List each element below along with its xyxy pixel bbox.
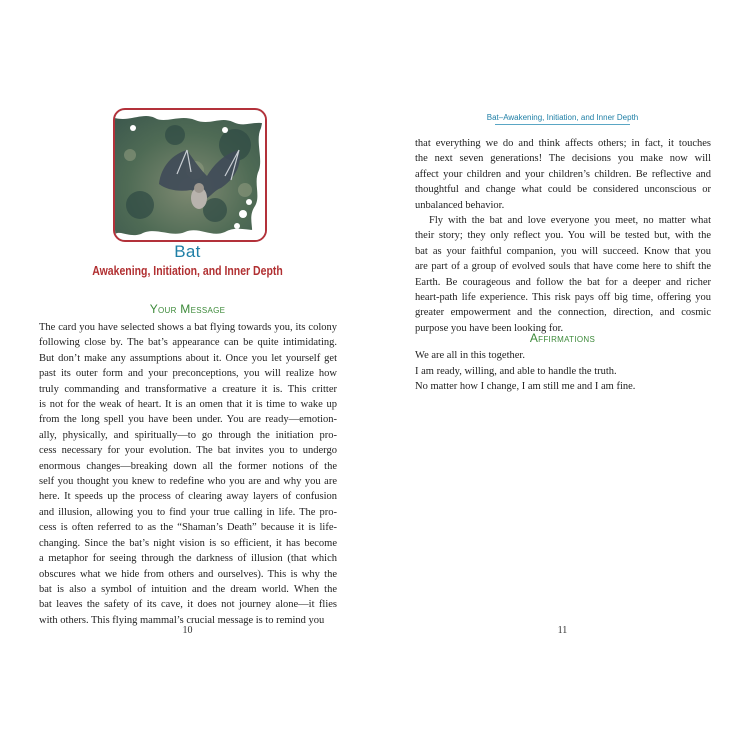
your-message-body	[39, 320, 337, 628]
paragraph	[415, 136, 711, 213]
text-line: are part of a group of evolved souls that have come here to shift the	[415, 261, 711, 273]
text-line: Fly with the bat and love everyone you meet, no matter what	[429, 215, 711, 227]
text-line: cess necessary for your evolution. The bat invites you to undergo	[39, 445, 337, 457]
running-head: Bat–Awakening, Initiation, and Inner Depth	[486, 113, 639, 122]
text-line: and illusion, allowing you to find your true calling in life. The pro-	[39, 506, 337, 518]
text-line: obscures what we hide from others and ourselves). This is why the	[39, 568, 337, 580]
text-line: purpose you have been looking for.	[415, 322, 564, 334]
bat-card-image	[113, 108, 267, 242]
right-page	[375, 0, 750, 750]
text-line: is not for the weak of heart. It is an omen that it is time to wake up	[39, 399, 337, 411]
text-line: bat leaves the safety of its cave, it does not journey alone—it flies	[39, 599, 337, 611]
text-line: past its outer form and your preconceptions, you will realize how	[39, 368, 337, 380]
text-line: from the long spell you have been under. You are ready—emotion-	[39, 414, 337, 426]
affirmation-item: We are all in this together.	[415, 350, 525, 361]
text-line: changing. Since the bat’s night vision is so efficient, it has become	[39, 537, 337, 549]
paragraph	[415, 213, 711, 336]
text-line: following close by. The bat’s appearance can be quite intimidating.	[39, 337, 337, 349]
text-line: cess is often referred to as the “Shaman’s Death” because it is life-	[39, 522, 337, 534]
text-line: heart-path life experience. This risk pays off big time, offering you	[415, 292, 711, 304]
affirmations-heading: Affirmations	[529, 331, 596, 345]
text-line: unbalanced behavior.	[415, 199, 505, 211]
affirmations-list	[415, 348, 635, 395]
affirmation-item: No matter how I change, I am still me and I am fine.	[415, 381, 636, 393]
text-line: bat is also a symbol of intuition and the dream world. When the	[39, 583, 337, 595]
page-number-right: 11	[557, 625, 568, 636]
text-line: greater empowerment and the connection, direction, and cosmic	[415, 307, 711, 319]
right-body-text	[415, 136, 711, 336]
text-line: But don’t make any assumptions about it. Once you let yourself get	[39, 352, 337, 364]
text-line: with others. This flying mammal’s crucial message is to remind you	[39, 614, 325, 626]
running-head-rule	[495, 124, 630, 125]
text-line: the next seven generations! The decisions you make now will	[415, 153, 711, 165]
text-line: affect your children and your children’s children. Be reflective and	[415, 168, 711, 180]
page-number-left: 10	[182, 625, 193, 636]
card-title: Bat	[174, 242, 201, 261]
text-line: ally, physically, and spiritually—to go through the initiation pro-	[39, 429, 337, 441]
affirmation-item: I am ready, willing, and able to handle the truth.	[415, 365, 617, 377]
card-subtitle: Awakening, Initiation, and Inner Depth	[92, 264, 283, 278]
text-line: Earth. Be courageous and follow the bat for a deeper and richer	[415, 276, 711, 288]
text-line: that everything we do and think affects others; in fact, it touches	[415, 138, 711, 149]
text-line: their story; they only reflect you. You will be tested but, with the	[415, 230, 711, 242]
text-line: thoughtful and change what could be considered unconscious or	[415, 184, 711, 196]
text-line: self you thought you knew to redefine who you are and why you are	[39, 476, 337, 488]
text-line: enormous changes—breaking down all the former notions of the	[39, 460, 337, 472]
text-line: here. It speeds up the process of clearing away layers of confusion	[39, 491, 337, 503]
your-message-heading: Your Message	[149, 302, 226, 316]
text-line: truly commanding and transformative a creature it is. This critter	[39, 383, 337, 395]
bat-card-illustration-icon	[115, 110, 265, 240]
text-line: The card you have selected shows a bat flying towards you, its colony	[39, 322, 337, 333]
text-line: a metaphor for seeing through the darkness of illusion (that which	[39, 553, 337, 565]
text-line: bat as your faithful companion, you will succeed. Know that you	[415, 245, 711, 257]
